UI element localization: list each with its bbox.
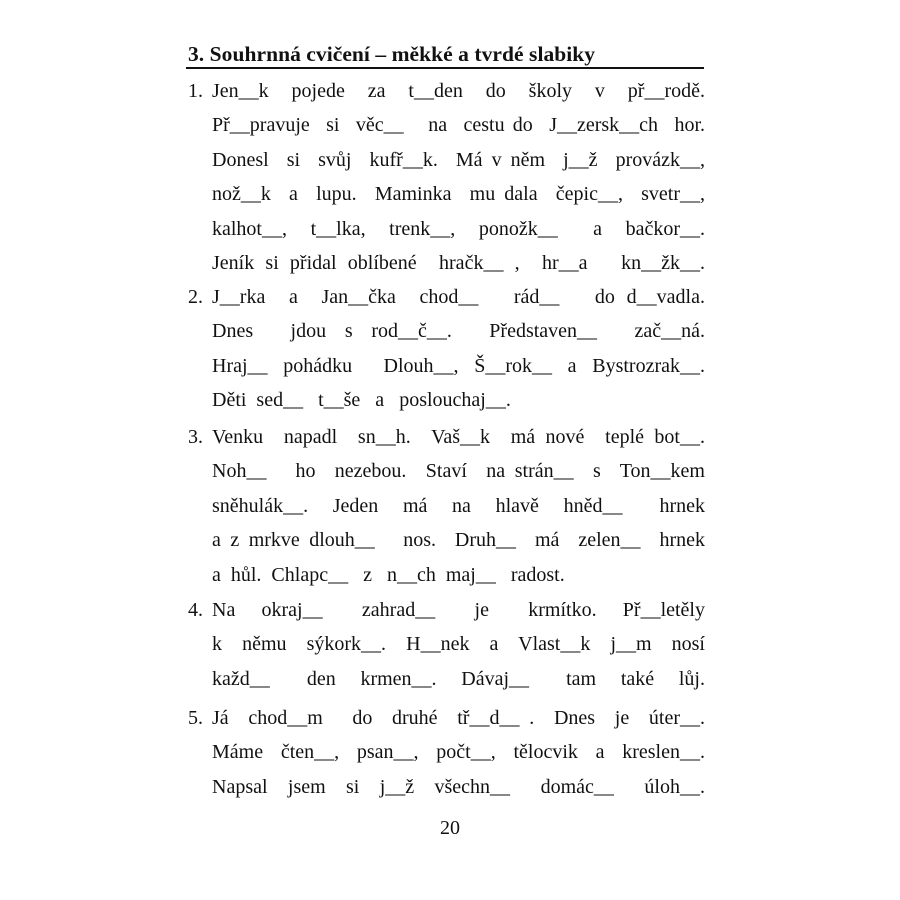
exercise-line: a z mrkve dlouh__ nos. Druh__ má zelen__ hrnek [212,529,705,552]
section-heading: 3. Souhrnná cvičení – měkké a tvrdé slabiky [188,42,596,66]
exercise-line: sněhulák__. Jeden má na hlavě hněd__ hrnek [212,494,705,517]
exercise-line: Dnes jdou s rod__č__. Představen__ zač__ná. [212,320,705,343]
exercise-number: 3. [188,426,203,448]
exercise-line: k němu sýkork__. H__nek a Vlast__k j__m nosí [212,633,705,656]
page-number: 20 [440,817,460,839]
exercise-number: 4. [188,599,203,621]
exercise-text [212,420,705,592]
exercise-line: každ__ den krmen__. Dávaj__ tam také lůj. [212,667,705,690]
exercise-text [212,74,705,280]
exercise-line: Máme čten__, psan__, počt__, tělocvik a kreslen__. [212,741,705,764]
exercise-line: a hůl. Chlapc__ z n__ch maj__ radost. [212,563,565,586]
exercise-line: Noh__ ho nezebou. Staví na strán__ s Ton__kem [212,460,705,483]
exercise-line: kalhot__, t__lka, trenk__, ponožk__ a bačkor__. [212,217,705,240]
exercise-line: Venku napadl sn__h. Vaš__k má nové teplé bot__. [212,426,705,448]
exercise-line: Jen__k pojede za t__den do školy v př__rodě. [212,80,705,102]
exercise-text [212,280,705,418]
exercise-line: Donesl si svůj kufř__k. Má v něm j__ž provázk__, [212,148,705,171]
exercise-number: 1. [188,80,203,102]
exercise-line: Př__pravuje si věc__ na cestu do J__zersk__ch hor. [212,114,705,137]
exercise-line: Hraj__ pohádku Dlouh__, Š__rok__ a Bystrozrak__. [212,354,705,377]
exercise-line: Napsal jsem si j__ž všechn__ domác__ úloh__. [212,775,705,798]
exercise-number: 5. [188,707,203,729]
exercise-number: 2. [188,286,203,308]
exercise-text [212,593,705,696]
heading-underline [186,67,704,69]
exercise-line: Na okraj__ zahrad__ je krmítko. Př__letěly [212,599,705,621]
exercise-line: Já chod__m do druhé tř__d__ . Dnes je úter__. [212,707,705,729]
exercise-line: Děti sed__ t__še a poslouchaj__. [212,389,511,412]
exercise-text [212,701,705,804]
exercise-line: nož__k a lupu. Maminka mu dala čepic__, svetr__, [212,183,705,206]
exercise-line: J__rka a Jan__čka chod__ rád__ do d__vadla. [212,286,705,308]
exercise-line: Jeník si přidal oblíbené hračk__ , hr__a kn__žk__. [212,251,705,274]
